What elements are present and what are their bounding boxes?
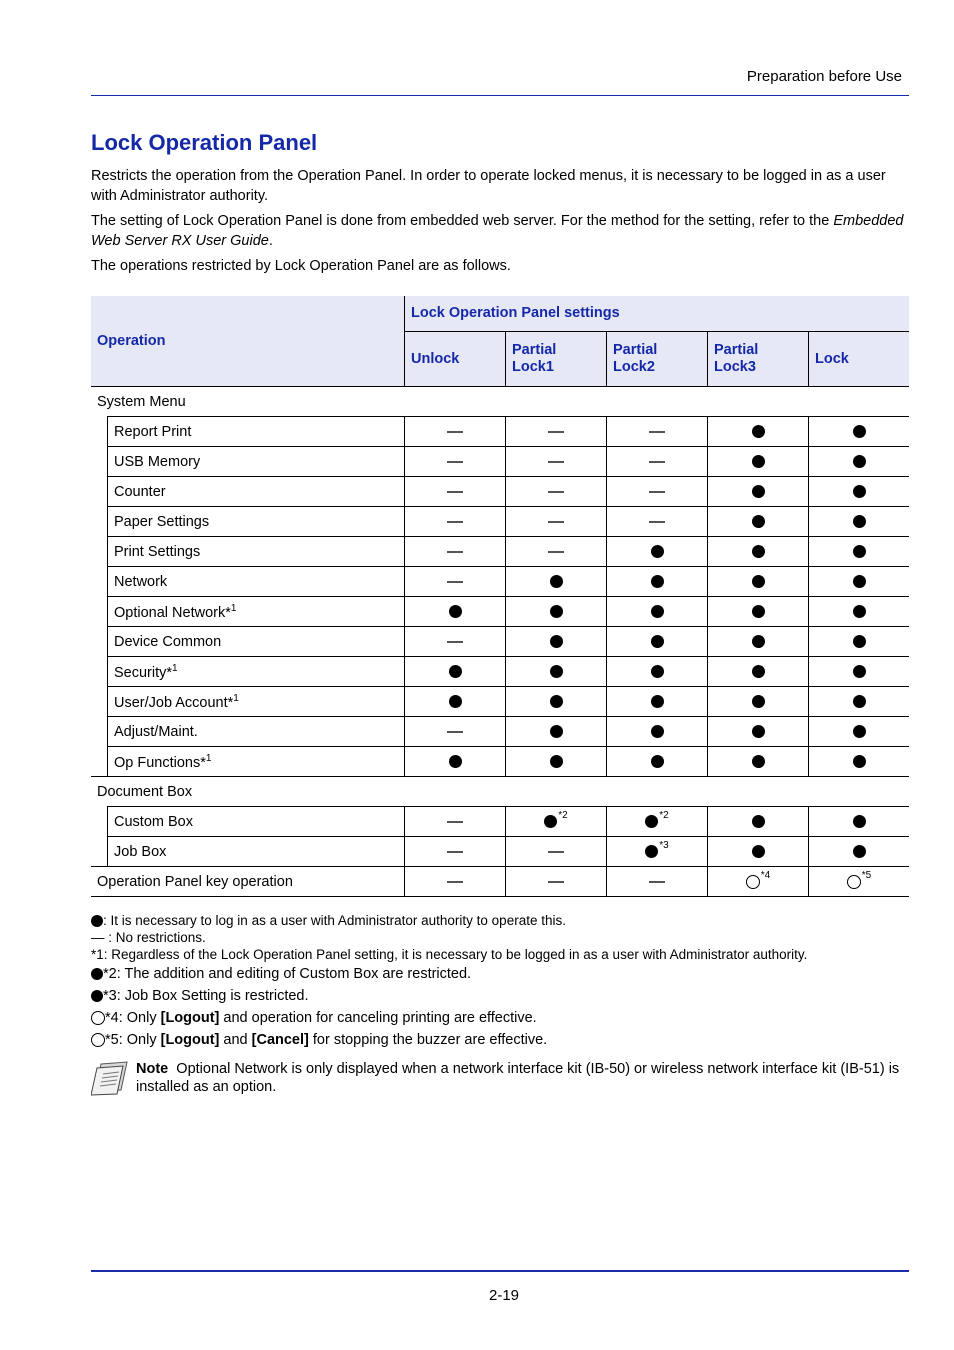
setting-cell	[405, 597, 506, 627]
legend-note-2-text: *2: The addition and editing of Custom Box are restricted.	[103, 966, 472, 982]
header-partial-lock1: Partial Lock1	[506, 332, 607, 387]
setting-cell	[607, 867, 708, 897]
setting-cell	[708, 477, 809, 507]
logout-key-label: [Logout]	[160, 1010, 220, 1026]
setting-cell	[607, 657, 708, 687]
legend-dash: — : No restrictions.	[91, 930, 206, 945]
setting-cell	[506, 537, 607, 567]
setting-cell	[506, 417, 607, 447]
filled-circle-icon	[853, 575, 866, 588]
dash-icon	[548, 491, 564, 493]
filled-circle-icon	[853, 815, 866, 828]
footnote-ref: *2	[659, 809, 669, 821]
row-label: Operation Panel key operation	[91, 867, 405, 897]
dash-icon	[649, 491, 665, 493]
setting-cell	[708, 447, 809, 477]
setting-cell	[708, 747, 809, 777]
legend-note-2	[91, 963, 921, 985]
filled-circle-icon	[752, 635, 765, 648]
dash-icon	[548, 881, 564, 883]
row-label: Paper Settings	[108, 507, 405, 537]
row-label: Security*$^1$	[108, 657, 405, 687]
legend-filled-text: : It is necessary to log in as a user with Administrator authority to operate this.	[103, 913, 566, 928]
setting-cell	[607, 717, 708, 747]
setting-cell	[809, 867, 910, 897]
filled-circle-icon	[550, 665, 563, 678]
setting-cell	[506, 747, 607, 777]
setting-cell	[809, 627, 910, 657]
filled-circle-icon	[449, 665, 462, 678]
note-paper-icon	[91, 1060, 129, 1096]
filled-circle-icon	[550, 755, 563, 768]
lock-settings-table	[91, 296, 909, 897]
filled-circle-icon	[645, 815, 658, 828]
footer-divider	[91, 1270, 909, 1272]
table-row	[91, 597, 909, 627]
filled-circle-icon	[651, 665, 664, 678]
indent	[91, 807, 108, 837]
setting-cell	[607, 597, 708, 627]
row-label: Network	[108, 567, 405, 597]
setting-cell	[809, 807, 910, 837]
row-label: Optional Network*$^1$	[108, 597, 405, 627]
setting-cell	[506, 837, 607, 867]
setting-cell	[405, 477, 506, 507]
filled-circle-icon	[853, 665, 866, 678]
table-row	[91, 807, 909, 837]
table-row	[91, 747, 909, 777]
header-divider	[91, 95, 909, 96]
table-row	[91, 657, 909, 687]
filled-circle-icon	[550, 575, 563, 588]
indent	[91, 747, 108, 777]
filled-circle-icon	[853, 635, 866, 648]
dash-icon	[548, 431, 564, 433]
setting-cell	[506, 717, 607, 747]
page-number: 2-19	[488, 1287, 520, 1304]
setting-cell	[405, 837, 506, 867]
setting-cell	[809, 477, 910, 507]
setting-cell	[809, 597, 910, 627]
dash-icon	[447, 731, 463, 733]
period: .	[268, 233, 273, 249]
dash-icon	[447, 851, 463, 853]
filled-circle-icon	[853, 515, 866, 528]
dash-icon	[447, 491, 463, 493]
table-row	[91, 687, 909, 717]
filled-circle-icon	[752, 695, 765, 708]
setting-cell	[708, 417, 809, 447]
setting-cell	[506, 477, 607, 507]
group-row	[91, 777, 909, 807]
table-row	[91, 717, 909, 747]
header-operation: Operation	[91, 296, 405, 387]
setting-paragraph	[91, 211, 911, 251]
dash-icon	[548, 851, 564, 853]
filled-circle-icon	[752, 575, 765, 588]
filled-circle-icon	[91, 968, 103, 980]
indent	[91, 717, 108, 747]
filled-circle-icon	[752, 665, 765, 678]
filled-circle-icon	[651, 695, 664, 708]
table-row	[91, 627, 909, 657]
setting-cell	[708, 507, 809, 537]
open-circle-icon	[746, 875, 760, 889]
filled-circle-icon	[853, 725, 866, 738]
filled-circle-icon	[449, 755, 462, 768]
filled-circle-icon	[853, 755, 866, 768]
group-label: Document Box	[91, 777, 909, 807]
legend-note-4	[91, 1007, 921, 1029]
running-header: Preparation before Use	[746, 68, 902, 85]
legend	[91, 912, 921, 1051]
footnote-ref: *4	[760, 869, 771, 881]
legend-note-3-text: *3: Job Box Setting is restricted.	[103, 988, 309, 1004]
table-body	[91, 387, 909, 897]
dash-icon	[548, 461, 564, 463]
setting-cell	[607, 627, 708, 657]
row-label: Custom Box	[108, 807, 405, 837]
setting-cell	[405, 567, 506, 597]
setting-cell	[506, 657, 607, 687]
setting-cell	[607, 807, 708, 837]
filled-circle-icon	[651, 725, 664, 738]
filled-circle-icon	[853, 845, 866, 858]
page-title: Lock Operation Panel	[91, 130, 318, 155]
header-settings-group: Lock Operation Panel settings	[405, 296, 910, 332]
setting-text: The setting of Lock Operation Panel is done from embedded web server. For the method for the setting, refer to the	[91, 213, 834, 229]
setting-cell	[506, 687, 607, 717]
dash-icon	[447, 581, 463, 583]
note-text	[136, 1060, 911, 1096]
setting-cell	[405, 417, 506, 447]
note-body: Optional Network is only displayed when a network interface kit (IB-50) or wireless network interface kit (IB-51) is installed as an option.	[136, 1061, 904, 1095]
text: and operation for canceling printing are effective.	[219, 1010, 537, 1026]
setting-cell	[809, 537, 910, 567]
legend-note-3	[91, 985, 921, 1007]
dash-icon	[447, 821, 463, 823]
filled-circle-icon	[752, 725, 765, 738]
dash-icon	[649, 881, 665, 883]
row-label: Job Box	[108, 837, 405, 867]
setting-cell	[607, 567, 708, 597]
setting-cell	[405, 447, 506, 477]
filled-circle-icon	[853, 455, 866, 468]
indent	[91, 417, 108, 447]
setting-cell	[405, 747, 506, 777]
row-label: USB Memory	[108, 447, 405, 477]
setting-cell	[405, 687, 506, 717]
setting-cell	[506, 567, 607, 597]
filled-circle-icon	[651, 575, 664, 588]
logout-key-label: [Logout]	[160, 1032, 220, 1048]
setting-cell	[708, 807, 809, 837]
footnote-ref: *2	[558, 809, 568, 821]
setting-cell	[607, 687, 708, 717]
text: *4: Only	[105, 1010, 161, 1026]
setting-cell	[809, 687, 910, 717]
filled-circle-icon	[651, 755, 664, 768]
filled-circle-icon	[651, 545, 664, 558]
cancel-key-label: [Cancel]	[251, 1032, 309, 1048]
open-circle-icon	[847, 875, 861, 889]
filled-circle-icon	[752, 455, 765, 468]
indent	[91, 627, 108, 657]
dash-icon	[649, 461, 665, 463]
legend-filled	[91, 912, 921, 929]
filled-circle-icon	[550, 695, 563, 708]
indent	[91, 477, 108, 507]
dash-icon	[447, 521, 463, 523]
setting-cell	[607, 537, 708, 567]
table-intro: The operations restricted by Lock Operation Panel are as follows.	[91, 258, 511, 274]
setting-cell	[607, 477, 708, 507]
table-row	[91, 447, 909, 477]
setting-cell	[405, 507, 506, 537]
filled-circle-icon	[651, 635, 664, 648]
dash-icon	[447, 641, 463, 643]
note-label: Note	[136, 1061, 169, 1077]
setting-cell	[708, 717, 809, 747]
row-label: Adjust/Maint.	[108, 717, 405, 747]
filled-circle-icon	[752, 815, 765, 828]
row-label: Print Settings	[108, 537, 405, 567]
setting-cell	[809, 747, 910, 777]
filled-circle-icon	[651, 605, 664, 618]
setting-cell	[607, 507, 708, 537]
filled-circle-icon	[752, 545, 765, 558]
filled-circle-icon	[91, 915, 103, 927]
setting-cell	[809, 567, 910, 597]
row-label: Op Functions*$^1$	[108, 747, 405, 777]
guide-reference: Embedded Web Server RX User Guide	[91, 213, 904, 249]
text: *5: Only	[105, 1032, 161, 1048]
table-row	[91, 567, 909, 597]
intro-paragraph: Restricts the operation from the Operation Panel. In order to operate locked menus, it is necessary to be logged in as a user with Administrator authority.	[91, 168, 886, 204]
dash-icon	[447, 551, 463, 553]
filled-circle-icon	[752, 515, 765, 528]
open-circle-icon	[91, 1011, 105, 1025]
setting-cell	[607, 747, 708, 777]
dash-icon	[548, 551, 564, 553]
setting-cell	[506, 867, 607, 897]
setting-cell	[708, 867, 809, 897]
setting-cell	[506, 447, 607, 477]
indent	[91, 657, 108, 687]
filled-circle-icon	[752, 485, 765, 498]
dash-icon	[447, 431, 463, 433]
indent	[91, 537, 108, 567]
indent	[91, 507, 108, 537]
setting-cell	[708, 687, 809, 717]
row-label: User/Job Account*$^1$	[108, 687, 405, 717]
row-label: Device Common	[108, 627, 405, 657]
indent	[91, 567, 108, 597]
setting-cell	[809, 417, 910, 447]
header-partial-lock3: Partial Lock3	[708, 332, 809, 387]
table-row	[91, 507, 909, 537]
footnote-ref: *5	[861, 869, 872, 881]
setting-cell	[405, 537, 506, 567]
setting-cell	[405, 627, 506, 657]
filled-circle-icon	[853, 485, 866, 498]
footnote-ref: *3	[659, 839, 669, 851]
row-label: Counter	[108, 477, 405, 507]
setting-cell	[809, 657, 910, 687]
filled-circle-icon	[752, 845, 765, 858]
setting-cell	[405, 717, 506, 747]
table-row	[91, 417, 909, 447]
setting-cell	[506, 807, 607, 837]
table-row	[91, 477, 909, 507]
header-lock: Lock	[809, 332, 910, 387]
setting-cell	[607, 837, 708, 867]
setting-cell	[607, 417, 708, 447]
filled-circle-icon	[853, 425, 866, 438]
filled-circle-icon	[449, 605, 462, 618]
table-row	[91, 837, 909, 867]
note-box	[91, 1060, 911, 1096]
table-row	[91, 867, 909, 897]
indent	[91, 687, 108, 717]
setting-cell	[405, 807, 506, 837]
header-unlock: Unlock	[405, 332, 506, 387]
setting-cell	[708, 837, 809, 867]
open-circle-icon	[91, 1033, 105, 1047]
filled-circle-icon	[752, 425, 765, 438]
group-label: System Menu	[97, 393, 186, 410]
text: and	[219, 1032, 252, 1048]
legend-note-5	[91, 1029, 921, 1051]
indent	[91, 597, 108, 627]
setting-cell	[708, 597, 809, 627]
setting-cell	[405, 867, 506, 897]
setting-cell	[708, 537, 809, 567]
text: for stopping the buzzer are effective.	[308, 1032, 548, 1048]
row-label: Report Print	[108, 417, 405, 447]
setting-cell	[809, 447, 910, 477]
setting-cell	[405, 657, 506, 687]
dash-icon	[649, 521, 665, 523]
table-row	[91, 537, 909, 567]
setting-cell	[708, 657, 809, 687]
filled-circle-icon	[449, 695, 462, 708]
setting-cell	[506, 597, 607, 627]
filled-circle-icon	[550, 605, 563, 618]
indent	[91, 837, 108, 867]
setting-cell	[809, 507, 910, 537]
filled-circle-icon	[853, 695, 866, 708]
filled-circle-icon	[853, 605, 866, 618]
header-partial-lock2: Partial Lock2	[607, 332, 708, 387]
setting-cell	[506, 507, 607, 537]
dash-icon	[548, 521, 564, 523]
filled-circle-icon	[752, 755, 765, 768]
setting-cell	[506, 627, 607, 657]
setting-cell	[607, 447, 708, 477]
filled-circle-icon	[752, 605, 765, 618]
setting-cell	[809, 717, 910, 747]
group-row	[91, 387, 909, 417]
dash-icon	[447, 461, 463, 463]
filled-circle-icon	[544, 815, 557, 828]
filled-circle-icon	[91, 990, 103, 1002]
dash-icon	[447, 881, 463, 883]
legend-note-1: *1: Regardless of the Lock Operation Panel setting, it is necessary to be logged in as a user with Administrator authority.	[91, 947, 808, 962]
dash-icon	[649, 431, 665, 433]
filled-circle-icon	[645, 845, 658, 858]
indent	[91, 447, 108, 477]
filled-circle-icon	[550, 725, 563, 738]
filled-circle-icon	[550, 635, 563, 648]
setting-cell	[708, 567, 809, 597]
setting-cell	[708, 627, 809, 657]
filled-circle-icon	[853, 545, 866, 558]
setting-cell	[809, 837, 910, 867]
